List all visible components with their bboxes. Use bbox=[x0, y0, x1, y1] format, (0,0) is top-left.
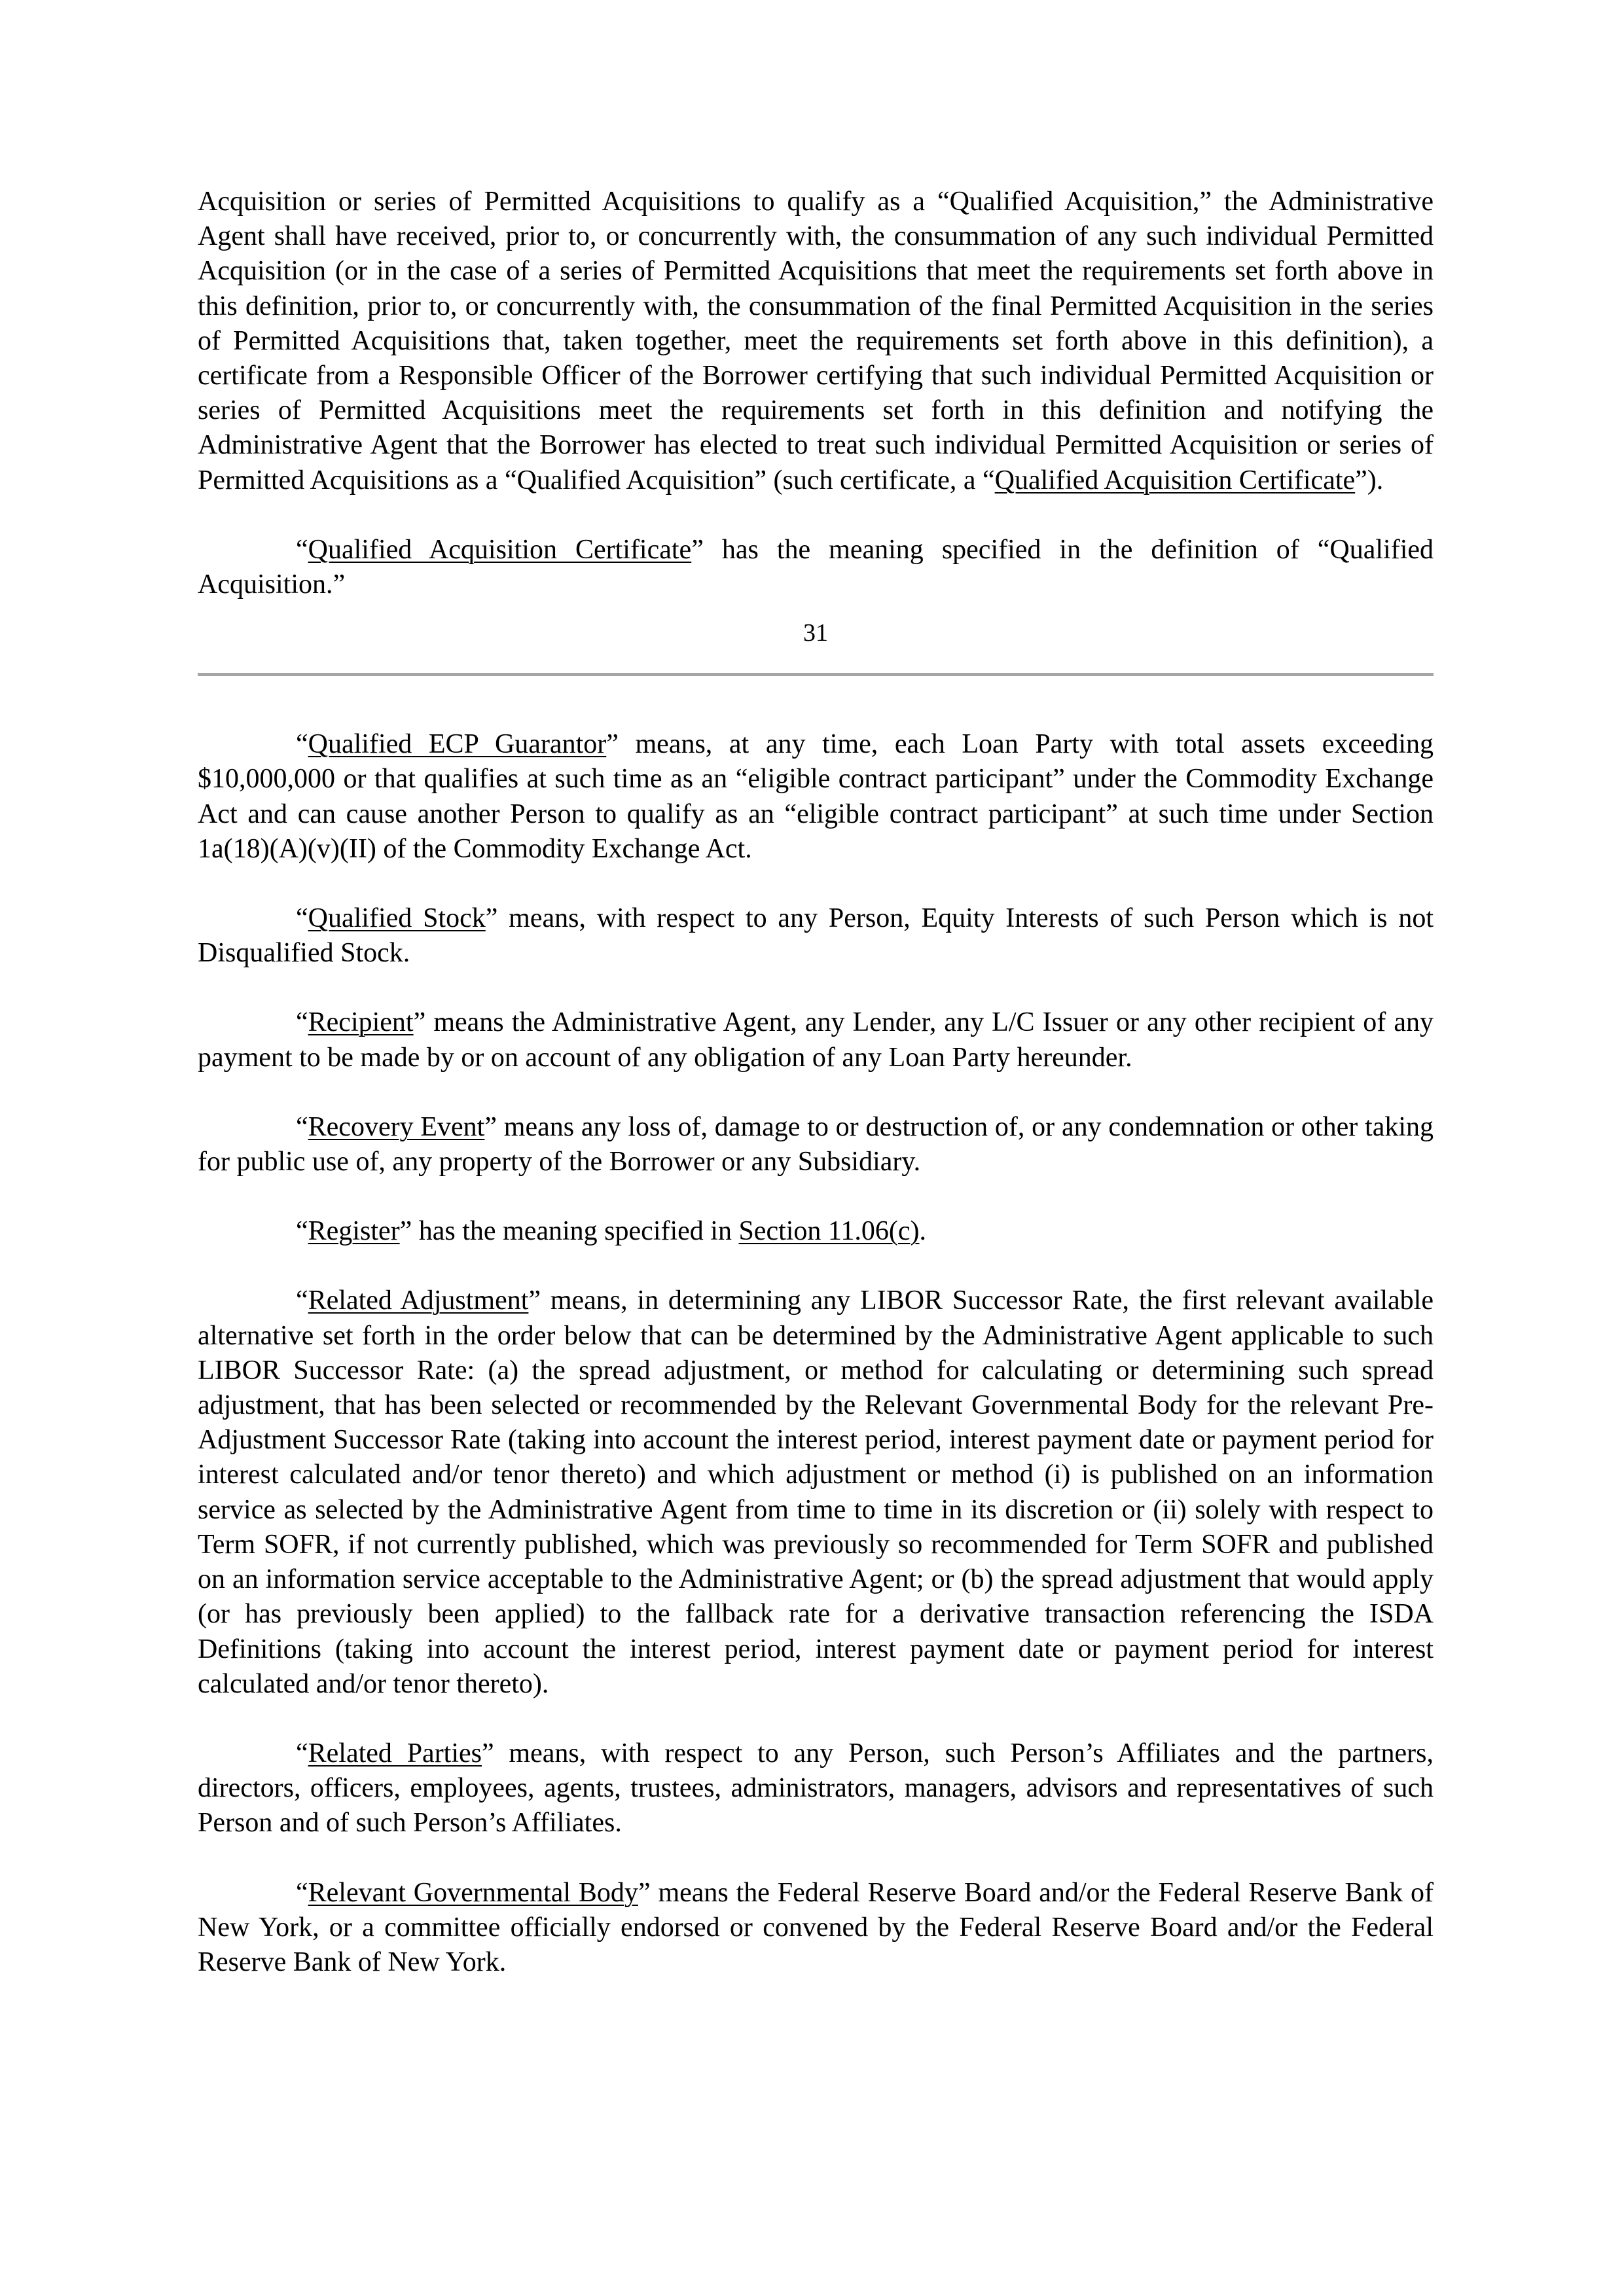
open-quote: “ bbox=[296, 903, 308, 934]
definition-register bbox=[198, 1214, 1434, 1249]
definition-recovery-event bbox=[198, 1110, 1434, 1179]
definition-closing: . bbox=[919, 1216, 926, 1247]
definition-text: ” means any loss of, damage to or destruction of, or any condemnation or other taking for public use of, any property of the Borrower or any Subsidiary. bbox=[198, 1111, 1434, 1177]
definition-text: ” means, with respect to any Person, such Person’s Affiliates and the partners, directors, officers, employees, agents, trustees, administrators, managers, advisors and representatives of such Person and of such Person’s Affiliates. bbox=[198, 1738, 1434, 1839]
defined-term: Qualified Acquisition Certificate bbox=[308, 534, 692, 565]
page-number: 31 bbox=[803, 619, 828, 647]
open-quote: “ bbox=[296, 1216, 308, 1247]
open-quote: “ bbox=[296, 729, 308, 760]
definition-qualified-acquisition-certificate bbox=[198, 533, 1434, 602]
open-quote: “ bbox=[296, 1111, 308, 1142]
definition-qualified-stock bbox=[198, 901, 1434, 971]
defined-term: Qualified Acquisition Certificate bbox=[994, 465, 1356, 495]
open-quote: “ bbox=[296, 534, 308, 565]
section-reference-link[interactable]: Section 11.06(c) bbox=[738, 1216, 920, 1247]
defined-term: Register bbox=[308, 1216, 400, 1247]
defined-term: Related Parties bbox=[308, 1738, 482, 1768]
page-break-divider bbox=[198, 673, 1434, 676]
definition-text: ” means, with respect to any Person, Equity Interests of such Person which is not Disqualified Stock. bbox=[198, 903, 1434, 969]
definition-recipient bbox=[198, 1005, 1434, 1075]
definition-text: ” means, at any time, each Loan Party with total assets exceeding $10,000,000 or that qualifies at such time as an “eligible contract participant” under the Commodity Exchange Act and can cause another Person to qualify as an “eligible contract participant” at such time under Section 1a(18)(A)(v)(II) of the Commodity Exchange Act. bbox=[198, 729, 1434, 864]
defined-term: Recovery Event bbox=[308, 1111, 485, 1142]
continuation-text: Acquisition or series of Permitted Acquisitions to qualify as a “Qualified Acquisition,” the Administrative Agent shall have received, prior to, or concurrently with, the consummation of any such individual Permitted Acquisition (or in the case of a series of Permitted Acquisitions that meet the requirements set forth above in this definition, prior to, or concurrently with, the consummation of the final Permitted Acquisition in the series of Permitted Acquisitions that, taken together, meet the requirements set forth above in this definition), a certificate from a Responsible Officer of the Borrower certifying that such individual Permitted Acquisition or series of Permitted Acquisitions meet the requirements set forth in this definition and notifying the Administrative Agent that the Borrower has elected to treat such individual Permitted Acquisition or series of Permitted Acquisitions as a “Qualified Acquisition” (such certificate, a “ bbox=[198, 187, 1434, 495]
definition-text: ” means, in determining any LIBOR Successor Rate, the first relevant available alternative set forth in the order below that can be determined by the Administrative Agent applicable to such LIBOR Successor Rate: (a) the spread adjustment, or method for calculating or determining such spread adjustment, that has been selected or recommended by the Relevant Governmental Body for the relevant Pre-Adjustment Successor Rate (taking into account the interest period, interest payment date or payment period for interest calculated and/or tenor thereto) and which adjustment or method (i) is published on an information service as selected by the Administrative Agent from time to time in its discretion or (ii) solely with respect to Term SOFR, if not currently published, which was previously so recommended for Term SOFR and published on an information service acceptable to the Administrative Agent; or (b) the spread adjustment that would apply (or has previously been applied) to the fallback rate for a derivative transaction referencing the ISDA Definitions (taking into account the interest period, interest payment date or payment period for interest calculated and/or tenor thereto). bbox=[198, 1285, 1434, 1699]
defined-term: Qualified ECP Guarantor bbox=[308, 729, 607, 760]
definition-text: ” means the Federal Reserve Board and/or the Federal Reserve Bank of New York, or a committee officially endorsed or convened by the Federal Reserve Board and/or the Federal Reserve Bank of New York. bbox=[198, 1877, 1434, 1977]
defined-term: Recipient bbox=[308, 1007, 414, 1038]
definition-qualified-ecp-guarantor bbox=[198, 727, 1434, 867]
definition-related-adjustment bbox=[198, 1283, 1434, 1701]
definition-text: ” has the meaning specified in the definition of “Qualified Acquisition.” bbox=[198, 534, 1434, 600]
defined-term: Relevant Governmental Body bbox=[308, 1877, 638, 1908]
open-quote: “ bbox=[296, 1877, 308, 1908]
definition-related-parties bbox=[198, 1736, 1434, 1841]
open-quote: “ bbox=[296, 1738, 308, 1768]
continuation-paragraph bbox=[198, 185, 1434, 498]
definition-text: ” has the meaning specified in bbox=[399, 1216, 739, 1247]
open-quote: “ bbox=[296, 1285, 308, 1316]
defined-term: Qualified Stock bbox=[308, 903, 486, 934]
definition-relevant-governmental-body bbox=[198, 1876, 1434, 1981]
definition-text: ” means the Administrative Agent, any Lender, any L/C Issuer or any other recipient of any payment to be made by or on account of any obligation of any Loan Party hereunder. bbox=[198, 1007, 1434, 1073]
document-page bbox=[198, 185, 1434, 1980]
defined-term: Related Adjustment bbox=[308, 1285, 529, 1316]
continuation-closing: ”). bbox=[1355, 465, 1384, 495]
open-quote: “ bbox=[296, 1007, 308, 1038]
